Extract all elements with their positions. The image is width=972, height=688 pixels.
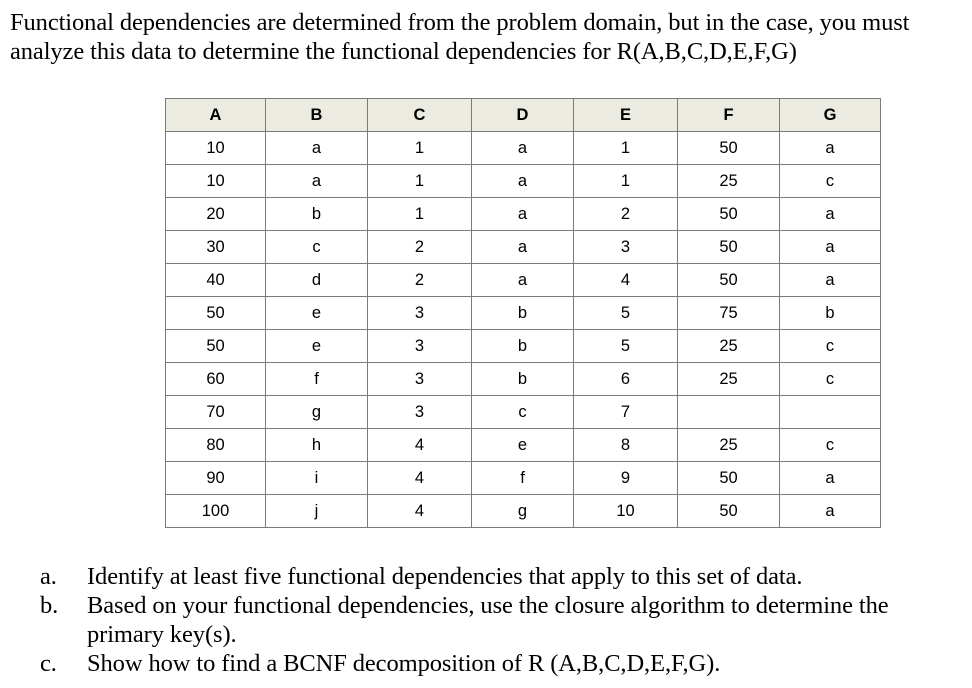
table-cell: g	[266, 396, 368, 429]
intro-line-2: analyze this data to determine the functional dependencies for R(A,B,C,D,E,F,G)	[10, 38, 797, 65]
table-cell: j	[266, 495, 368, 528]
table-cell: 25	[678, 165, 780, 198]
table-cell: 9	[574, 462, 678, 495]
question-marker: a.	[40, 563, 57, 590]
table-cell: 10	[166, 132, 266, 165]
table-cell: 10	[574, 495, 678, 528]
table-cell: a	[472, 264, 574, 297]
table-cell: h	[266, 429, 368, 462]
table-row	[166, 330, 881, 363]
table-cell: 1	[574, 132, 678, 165]
table-cell: c	[780, 363, 881, 396]
column-header-b: B	[266, 99, 368, 132]
question-marker: c.	[40, 650, 57, 677]
table-row	[166, 396, 881, 429]
question-marker: b.	[40, 592, 59, 619]
table-cell: e	[472, 429, 574, 462]
table-cell: 5	[574, 297, 678, 330]
table-cell: a	[780, 132, 881, 165]
table-cell: a	[780, 231, 881, 264]
table-cell: 70	[166, 396, 266, 429]
table-cell	[780, 396, 881, 429]
table-cell: 4	[368, 429, 472, 462]
table-cell: 5	[574, 330, 678, 363]
intro-paragraph	[10, 8, 968, 66]
table-cell: g	[472, 495, 574, 528]
table-cell: a	[472, 165, 574, 198]
table-cell: a	[472, 231, 574, 264]
table-cell: b	[472, 297, 574, 330]
table-cell: 4	[574, 264, 678, 297]
table-cell: i	[266, 462, 368, 495]
table-cell: a	[780, 495, 881, 528]
table-cell: c	[780, 429, 881, 462]
table-row	[166, 462, 881, 495]
table-cell: 2	[368, 231, 472, 264]
table-cell: 1	[368, 132, 472, 165]
table-row	[166, 132, 881, 165]
table-cell: 40	[166, 264, 266, 297]
column-header-g: G	[780, 99, 881, 132]
table-cell: 1	[574, 165, 678, 198]
table-cell: 25	[678, 429, 780, 462]
table-cell: 50	[678, 132, 780, 165]
table-row	[166, 495, 881, 528]
table-cell: 3	[368, 363, 472, 396]
table-cell: 20	[166, 198, 266, 231]
table-cell: b	[472, 363, 574, 396]
table-cell: e	[266, 330, 368, 363]
table-cell: 1	[368, 165, 472, 198]
table-cell: e	[266, 297, 368, 330]
question-list	[40, 562, 965, 678]
column-header-d: D	[472, 99, 574, 132]
table-cell: 25	[678, 330, 780, 363]
question-text: Identify at least five functional dependencies that apply to this set of data.	[87, 563, 803, 590]
table-cell: 25	[678, 363, 780, 396]
table-row	[166, 297, 881, 330]
column-header-c: C	[368, 99, 472, 132]
table-header-row	[166, 99, 881, 132]
table-cell: d	[266, 264, 368, 297]
table-cell: 100	[166, 495, 266, 528]
question-item	[40, 591, 965, 649]
table-cell: 80	[166, 429, 266, 462]
column-header-a: A	[166, 99, 266, 132]
table-row	[166, 231, 881, 264]
table-cell: c	[780, 165, 881, 198]
table-cell: c	[780, 330, 881, 363]
table-cell: 50	[166, 330, 266, 363]
table-cell: c	[266, 231, 368, 264]
table-cell: 50	[678, 231, 780, 264]
table-cell: 50	[678, 264, 780, 297]
table-cell: 30	[166, 231, 266, 264]
table-cell: 3	[368, 396, 472, 429]
table-cell: a	[266, 165, 368, 198]
table-cell: 2	[574, 198, 678, 231]
table-cell: a	[472, 198, 574, 231]
table-cell: 75	[678, 297, 780, 330]
table-cell: 3	[574, 231, 678, 264]
table-cell: a	[780, 462, 881, 495]
table-cell: b	[266, 198, 368, 231]
table-cell: a	[266, 132, 368, 165]
table-body	[166, 132, 881, 528]
table-cell: 10	[166, 165, 266, 198]
table-cell: 50	[678, 198, 780, 231]
table-cell: 50	[678, 462, 780, 495]
table-cell: 50	[166, 297, 266, 330]
table-cell: 50	[678, 495, 780, 528]
table-cell: f	[266, 363, 368, 396]
table-row	[166, 198, 881, 231]
table-cell: 8	[574, 429, 678, 462]
table-row	[166, 429, 881, 462]
column-header-e: E	[574, 99, 678, 132]
table-row	[166, 264, 881, 297]
table-cell: c	[472, 396, 574, 429]
table-cell: 90	[166, 462, 266, 495]
table-cell: 1	[368, 198, 472, 231]
table-cell: a	[780, 264, 881, 297]
table-row	[166, 363, 881, 396]
table-cell: 3	[368, 330, 472, 363]
table-cell: a	[780, 198, 881, 231]
table-cell: 6	[574, 363, 678, 396]
table-cell: 2	[368, 264, 472, 297]
question-item	[40, 562, 965, 591]
table-row	[166, 165, 881, 198]
table-cell: b	[472, 330, 574, 363]
table-cell: 3	[368, 297, 472, 330]
table-cell: b	[780, 297, 881, 330]
intro-line-1: Functional dependencies are determined from the problem domain, but in the case, you must	[10, 9, 910, 36]
table-cell	[678, 396, 780, 429]
table-cell: 60	[166, 363, 266, 396]
table-cell: 7	[574, 396, 678, 429]
table-cell: f	[472, 462, 574, 495]
question-text: Based on your functional dependencies, use the closure algorithm to determine the primary key(s).	[87, 592, 889, 648]
table-cell: 4	[368, 495, 472, 528]
relation-data-table	[165, 98, 881, 528]
table-cell: a	[472, 132, 574, 165]
question-text: Show how to find a BCNF decomposition of R (A,B,C,D,E,F,G).	[87, 650, 721, 677]
question-item	[40, 649, 965, 678]
column-header-f: F	[678, 99, 780, 132]
table-cell: 4	[368, 462, 472, 495]
